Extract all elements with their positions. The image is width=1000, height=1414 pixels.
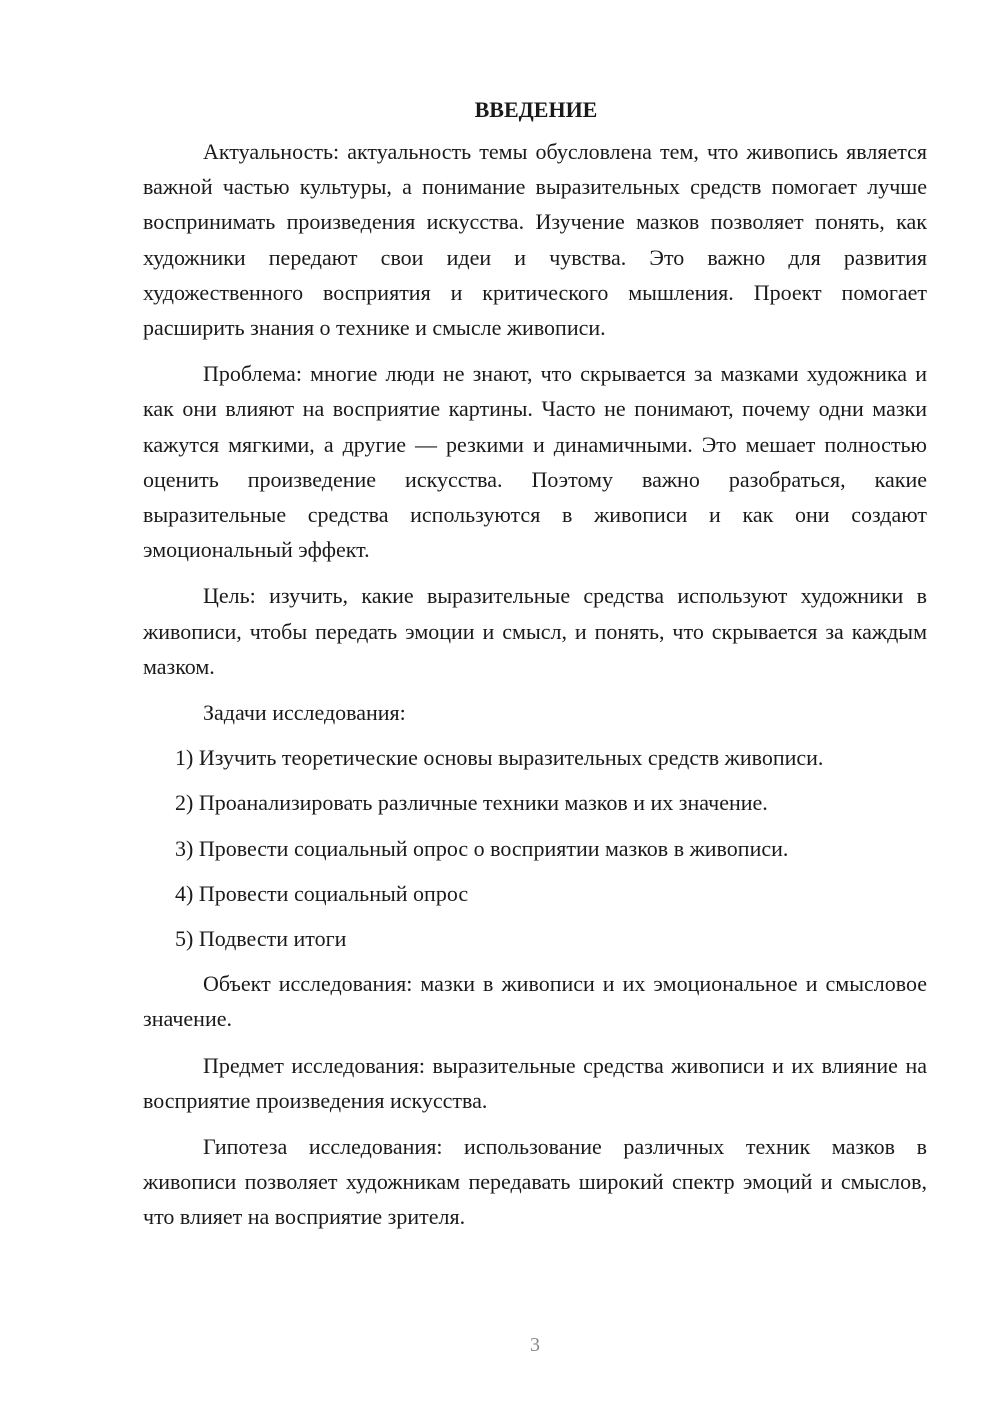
object-paragraph: Объект исследования: мазки в живописи и их эмоциональное и смысловое значение.	[143, 971, 927, 1032]
goal-paragraph: Цель: изучить, какие выразительные средства используют художники в живописи, чтобы передать эмоции и смысл, и понять, что скрывается за каждым мазком.	[143, 583, 927, 679]
document-page	[143, 94, 927, 1235]
page-number: 3	[530, 1334, 540, 1356]
subject-paragraph: Предмет исследования: выразительные средства живописи и их влияние на восприятие произведения искусства.	[143, 1052, 927, 1113]
problem-paragraph: Проблема: многие люди не знают, что скрывается за мазками художника и как они влияют на восприятие картины. Часто не понимают, почему одни мазки кажутся мягкими, а другие — резкими и динамичными. Это мешает полностью оценить произведение искусства. Поэтому важно разобраться, какие выразительные средства используются в живописи и как они создают эмоциональный эффект.	[143, 361, 927, 563]
task-item-4: 4) Провести социальный опрос	[175, 880, 469, 906]
task-item-1: 1) Изучить теоретические основы выразительных средств живописи.	[175, 745, 824, 771]
hypothesis-paragraph: Гипотеза исследования: использование различных техник мазков в живописи позволяет художникам передавать широкий спектр эмоций и смыслов, что влияет на восприятие зрителя.	[143, 1134, 927, 1230]
task-item-5: 5) Подвести итоги	[175, 926, 347, 952]
task-item-3: 3) Провести социальный опрос о восприятии мазков в живописи.	[175, 835, 789, 861]
tasks-intro: Задачи исследования:	[203, 700, 406, 726]
tasks-list	[143, 740, 927, 956]
relevance-paragraph: Актуальность: актуальность темы обусловлена тем, что живопись является важной частью культуры, а понимание выразительных средств помогает лучше воспринимать произведения искусства. Изучение мазков позволяет понять, как художники передают свои идеи и чувства. Это важно для развития художественного восприятия и критического мышления. Проект помогает расширить знания о технике и смысле живописи.	[143, 139, 927, 341]
section-heading: ВВЕДЕНИЕ	[474, 97, 598, 122]
task-item-2: 2) Проанализировать различные техники мазков и их значение.	[175, 790, 768, 816]
